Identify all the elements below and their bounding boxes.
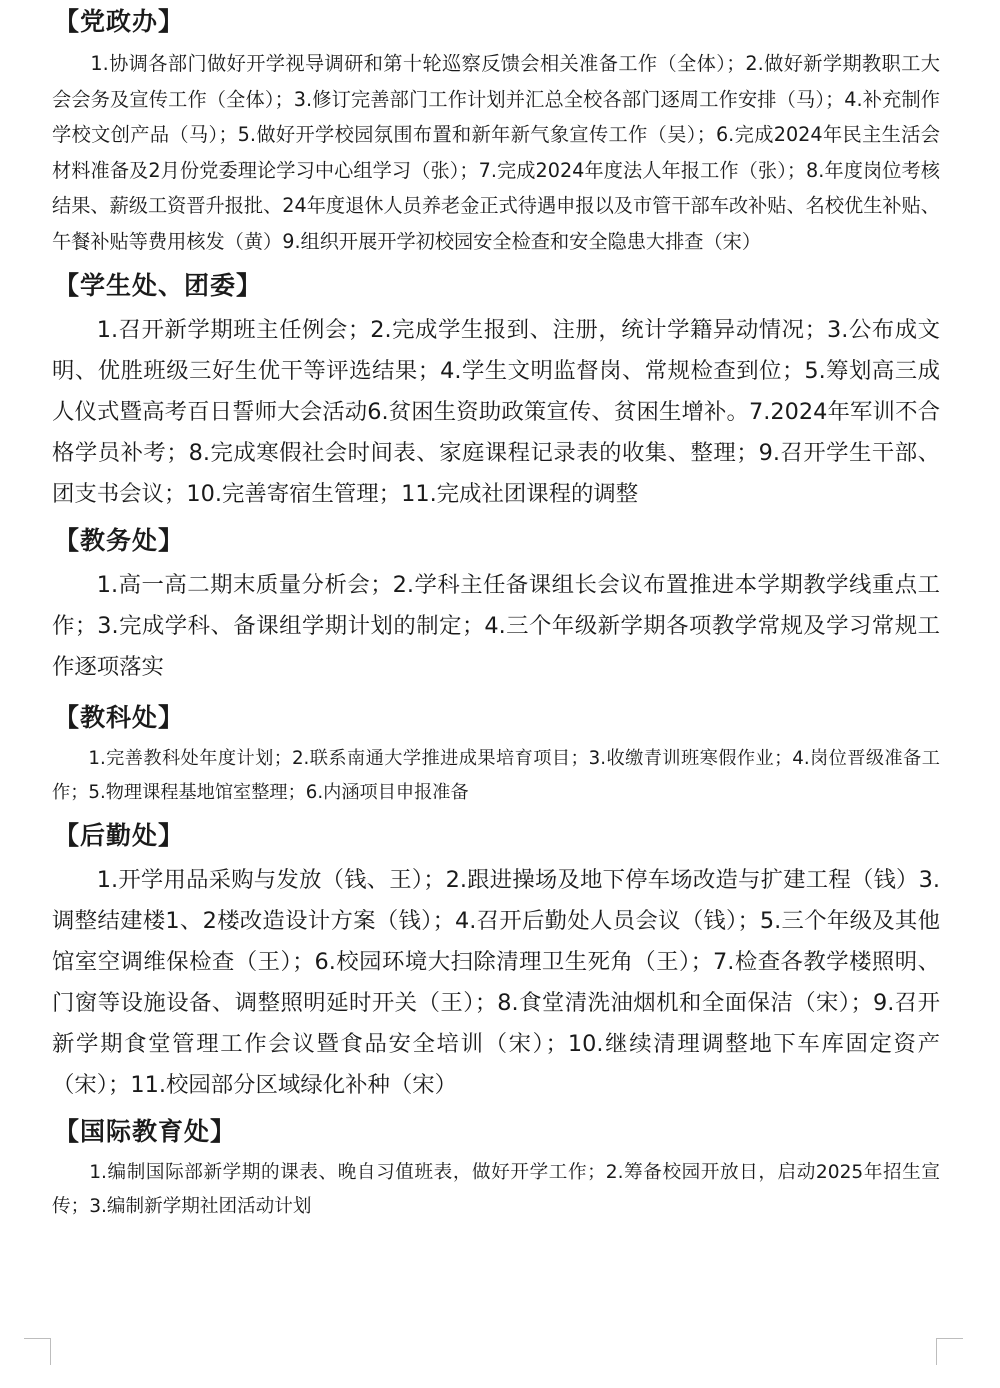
section-research-office — [52, 698, 940, 810]
section-title: 【教科处】 — [54, 702, 185, 732]
section-title: 【国际教育处】 — [54, 1116, 237, 1146]
page-corner-mark-left — [24, 1338, 51, 1365]
section-title: 【学生处、团委】 — [54, 270, 263, 300]
section-logistics-office — [52, 816, 940, 1106]
section-title: 【教务处】 — [54, 525, 185, 555]
section-dangzheng-office — [52, 2, 940, 260]
section-title: 【党政办】 — [54, 7, 185, 36]
section-title: 【后勤处】 — [54, 820, 185, 850]
section-body: 1.开学用品采购与发放（钱、王）；2.跟进操场及地下停车场改造与扩建工程（钱）3.调整结建楼1、2楼改造设计方案（钱）；4.召开后勤处人员会议（钱）；5.三个年级及其他馆室空调维保检查（王）；6.校园环境大扫除清理卫生死角（王）；7.检查各教学楼照明、门窗等设施设备、调整照明延时开关（王）；8.食堂清洗油烟机和全面保洁（宋）；9.召开新学期食堂管理工作会议暨食品安全培训（宋）；10.继续清理调整地下车库固定资产（宋）；11.校园部分区域绿化补种（宋） — [52, 866, 940, 1098]
section-body: 1.高一高二期末质量分析会；2.学科主任备课组长会议布置推进本学期教学线重点工作；3.完成学科、备课组学期计划的制定；4.三个年级新学期各项教学常规及学习常规工作逐项落实 — [52, 571, 940, 680]
section-body: 1.召开新学期班主任例会；2.完成学生报到、注册，统计学籍异动情况；3.公布成文明、优胜班级三好生优干等评选结果；4.学生文明监督岗、常规检查到位；5.筹划高三成人仪式暨高考百日誓师大会活动6.贫困生资助政策宣传、贫困生增补。7.2024年军训不合格学员补考；8.完成寒假社会时间表、家庭课程记录表的收集、整理；9.召开学生干部、团支书会议；10.完善寄宿生管理；11.完成社团课程的调整 — [52, 316, 940, 507]
section-international-education — [52, 1112, 940, 1224]
page-corner-mark-right — [936, 1338, 963, 1365]
section-body: 1.完善教科处年度计划；2.联系南通大学推进成果培育项目；3.收缴青训班寒假作业；4.岗位晋级准备工作；5.物理课程基地馆室整理；6.内涵项目申报准备 — [52, 747, 940, 803]
document-page — [52, 0, 940, 1224]
section-body: 1.编制国际部新学期的课表、晚自习值班表，做好开学工作；2.筹备校园开放日，启动2025年招生宣传；3.编制新学期社团活动计划 — [52, 1161, 940, 1217]
section-academic-affairs — [52, 521, 940, 688]
section-body: 1.协调各部门做好开学视导调研和第十轮巡察反馈会相关准备工作（全体）；2.做好新学期教职工大会会务及宣传工作（全体）；3.修订完善部门工作计划并汇总全校各部门逐周工作安排（马）；4.补充制作学校文创产品（马）；5.做好开学校园氛围布置和新年新气象宣传工作（吴）；6.完成2024年民主生活会材料准备及2月份党委理论学习中心组学习（张）；7.完成2024年度法人年报工作（张）；8.年度岗位考核结果、薪级工资晋升报批、24年度退休人员养老金正式待遇申报以及市管干部车改补贴、名校优生补贴、午餐补贴等费用核发（黄）9.组织开展开学初校园安全检查和安全隐患大排查（宋） — [52, 52, 940, 253]
section-student-affairs — [52, 266, 940, 515]
